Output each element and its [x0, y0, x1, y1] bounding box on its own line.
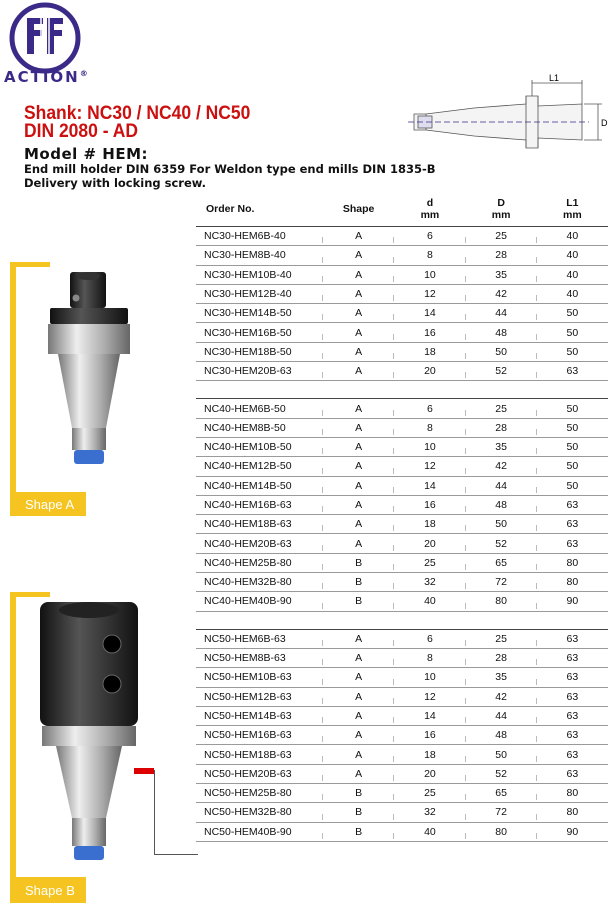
table-row [196, 726, 608, 745]
shape-cell: B [323, 592, 394, 611]
shank-heading: Shank: NC30 / NC40 / NC50 [24, 103, 251, 124]
shape-cell: A [323, 437, 394, 456]
d-cell: 16 [394, 726, 465, 745]
L1-cell: 63 [537, 706, 608, 725]
order-no-cell: NC50-HEM8B-63 [196, 648, 323, 667]
D-cell: 25 [466, 399, 537, 418]
D-cell: 35 [466, 265, 537, 284]
order-no-cell: NC40-HEM40B-90 [196, 592, 323, 611]
L1-cell: 80 [537, 803, 608, 822]
shape-cell: A [323, 648, 394, 667]
table-row [196, 784, 608, 803]
l1-dimension-label: L1 [549, 74, 560, 83]
order-no-cell: NC50-HEM25B-80 [196, 784, 323, 803]
shape-cell: A [323, 668, 394, 687]
shape-cell: A [323, 706, 394, 725]
order-no-cell: NC50-HEM16B-63 [196, 726, 323, 745]
callout-line [154, 770, 155, 854]
table-header-row [196, 192, 608, 227]
d-cell: 20 [394, 764, 465, 783]
d-cell: 12 [394, 457, 465, 476]
order-no-cell: NC30-HEM14B-50 [196, 304, 323, 323]
table-row [196, 246, 608, 265]
order-no-cell: NC40-HEM18B-63 [196, 515, 323, 534]
shape-b-label: Shape B [25, 883, 75, 898]
table-row [196, 592, 608, 611]
shape-a-frame-top [10, 262, 50, 267]
D-cell: 42 [466, 687, 537, 706]
L1-cell: 50 [537, 437, 608, 456]
table-row [196, 687, 608, 706]
L1-cell: 50 [537, 476, 608, 495]
D-cell: 80 [466, 592, 537, 611]
D-cell: 50 [466, 745, 537, 764]
description-line-2: Delivery with locking screw. [24, 176, 207, 190]
col-header-d: d mm [394, 192, 465, 227]
D-cell: 44 [466, 304, 537, 323]
group-separator [196, 611, 608, 629]
order-no-cell: NC40-HEM10B-50 [196, 437, 323, 456]
table-row [196, 573, 608, 592]
technical-drawing [404, 74, 612, 164]
shape-cell: A [323, 362, 394, 381]
order-no-cell: NC50-HEM32B-80 [196, 803, 323, 822]
model-heading: Model # HEM: [24, 145, 149, 163]
L1-cell: 40 [537, 265, 608, 284]
d-cell: 25 [394, 553, 465, 572]
D-cell: 52 [466, 534, 537, 553]
d-cell: 14 [394, 304, 465, 323]
D-cell: 48 [466, 726, 537, 745]
d-cell: 16 [394, 495, 465, 514]
shape-cell: A [323, 265, 394, 284]
order-no-cell: NC50-HEM10B-63 [196, 668, 323, 687]
d-dimension-label: D [601, 118, 608, 128]
D-cell: 28 [466, 648, 537, 667]
order-no-cell: NC30-HEM20B-63 [196, 362, 323, 381]
d-cell: 18 [394, 745, 465, 764]
D-cell: 28 [466, 246, 537, 265]
table-row [196, 629, 608, 648]
table-row [196, 457, 608, 476]
D-cell: 65 [466, 553, 537, 572]
order-no-cell: NC30-HEM6B-40 [196, 227, 323, 246]
callout-line-horizontal [154, 854, 198, 855]
d-cell: 10 [394, 437, 465, 456]
col-header-L1: L1 mm [537, 192, 608, 227]
d-cell: 18 [394, 342, 465, 361]
order-table [196, 192, 608, 842]
D-cell: 28 [466, 418, 537, 437]
order-no-cell: NC30-HEM16B-50 [196, 323, 323, 342]
D-cell: 52 [466, 362, 537, 381]
order-no-cell: NC50-HEM20B-63 [196, 764, 323, 783]
d-cell: 6 [394, 399, 465, 418]
L1-cell: 63 [537, 726, 608, 745]
col-header-D: D mm [466, 192, 537, 227]
D-cell: 44 [466, 476, 537, 495]
table-row [196, 764, 608, 783]
table-row [196, 668, 608, 687]
shape-cell: B [323, 803, 394, 822]
d-cell: 6 [394, 629, 465, 648]
d-cell: 8 [394, 418, 465, 437]
table-row [196, 418, 608, 437]
L1-cell: 90 [537, 822, 608, 841]
D-cell: 35 [466, 668, 537, 687]
table-row [196, 227, 608, 246]
table-row [196, 342, 608, 361]
d-cell: 14 [394, 706, 465, 725]
D-cell: 72 [466, 573, 537, 592]
table-row [196, 284, 608, 303]
L1-cell: 40 [537, 227, 608, 246]
order-no-cell: NC40-HEM25B-80 [196, 553, 323, 572]
L1-cell: 80 [537, 553, 608, 572]
L1-cell: 50 [537, 457, 608, 476]
table-row [196, 399, 608, 418]
D-cell: 50 [466, 515, 537, 534]
L1-cell: 63 [537, 629, 608, 648]
D-cell: 80 [466, 822, 537, 841]
shape-cell: A [323, 745, 394, 764]
D-cell: 65 [466, 784, 537, 803]
d-cell: 25 [394, 784, 465, 803]
table-row [196, 534, 608, 553]
L1-cell: 90 [537, 592, 608, 611]
table-row [196, 437, 608, 456]
d-cell: 18 [394, 515, 465, 534]
d-cell: 8 [394, 246, 465, 265]
order-no-cell: NC50-HEM40B-90 [196, 822, 323, 841]
table-row [196, 803, 608, 822]
shape-cell: A [323, 227, 394, 246]
L1-cell: 50 [537, 418, 608, 437]
D-cell: 42 [466, 457, 537, 476]
shape-cell: B [323, 784, 394, 803]
L1-cell: 40 [537, 284, 608, 303]
d-cell: 32 [394, 573, 465, 592]
order-no-cell: NC50-HEM18B-63 [196, 745, 323, 764]
shape-cell: B [323, 573, 394, 592]
shape-cell: A [323, 342, 394, 361]
order-no-cell: NC40-HEM20B-63 [196, 534, 323, 553]
shape-cell: A [323, 764, 394, 783]
shape-cell: A [323, 246, 394, 265]
shape-cell: A [323, 284, 394, 303]
table-row [196, 822, 608, 841]
L1-cell: 40 [537, 246, 608, 265]
table-row [196, 323, 608, 342]
L1-cell: 63 [537, 362, 608, 381]
shape-cell: A [323, 418, 394, 437]
table-row [196, 265, 608, 284]
order-no-cell: NC40-HEM14B-50 [196, 476, 323, 495]
col-header-order-no: Order No. [196, 192, 323, 227]
order-no-cell: NC50-HEM6B-63 [196, 629, 323, 648]
d-cell: 12 [394, 284, 465, 303]
order-no-cell: NC30-HEM12B-40 [196, 284, 323, 303]
order-no-cell: NC50-HEM14B-63 [196, 706, 323, 725]
L1-cell: 63 [537, 495, 608, 514]
L1-cell: 63 [537, 534, 608, 553]
D-cell: 25 [466, 629, 537, 648]
order-no-cell: NC40-HEM16B-63 [196, 495, 323, 514]
shape-cell: A [323, 515, 394, 534]
group-separator [196, 381, 608, 399]
d-cell: 14 [394, 476, 465, 495]
d-cell: 16 [394, 323, 465, 342]
D-cell: 35 [466, 437, 537, 456]
d-cell: 20 [394, 362, 465, 381]
D-cell: 44 [466, 706, 537, 725]
shape-cell: A [323, 495, 394, 514]
table-row [196, 304, 608, 323]
callout-marker [134, 768, 154, 774]
shape-b-tool-image [34, 598, 144, 870]
d-cell: 8 [394, 648, 465, 667]
L1-cell: 50 [537, 342, 608, 361]
shape-a-label: Shape A [25, 497, 75, 512]
L1-cell: 63 [537, 648, 608, 667]
L1-cell: 50 [537, 304, 608, 323]
table-row [196, 706, 608, 725]
L1-cell: 63 [537, 687, 608, 706]
table-row [196, 745, 608, 764]
d-cell: 12 [394, 687, 465, 706]
L1-cell: 50 [537, 323, 608, 342]
D-cell: 42 [466, 284, 537, 303]
shape-cell: A [323, 534, 394, 553]
shape-a-frame [10, 262, 16, 492]
table-row [196, 515, 608, 534]
D-cell: 72 [466, 803, 537, 822]
table-row [196, 553, 608, 572]
L1-cell: 63 [537, 745, 608, 764]
d-cell: 10 [394, 265, 465, 284]
table-row [196, 495, 608, 514]
order-no-cell: NC40-HEM12B-50 [196, 457, 323, 476]
table-row [196, 362, 608, 381]
shape-cell: A [323, 323, 394, 342]
brand-name: ACTION® [4, 68, 88, 86]
shape-a-tool-image [44, 268, 134, 488]
shape-b-frame [10, 592, 16, 877]
shape-cell: A [323, 457, 394, 476]
d-cell: 20 [394, 534, 465, 553]
d-cell: 40 [394, 592, 465, 611]
D-cell: 50 [466, 342, 537, 361]
table-row [196, 648, 608, 667]
L1-cell: 80 [537, 573, 608, 592]
shape-cell: B [323, 822, 394, 841]
d-cell: 6 [394, 227, 465, 246]
shape-cell: B [323, 553, 394, 572]
L1-cell: 80 [537, 784, 608, 803]
d-cell: 32 [394, 803, 465, 822]
d-cell: 10 [394, 668, 465, 687]
order-no-cell: NC30-HEM18B-50 [196, 342, 323, 361]
shape-cell: A [323, 726, 394, 745]
shape-cell: A [323, 687, 394, 706]
order-no-cell: NC30-HEM10B-40 [196, 265, 323, 284]
table-row [196, 476, 608, 495]
shape-cell: A [323, 399, 394, 418]
L1-cell: 63 [537, 668, 608, 687]
L1-cell: 63 [537, 515, 608, 534]
D-cell: 25 [466, 227, 537, 246]
d-cell: 40 [394, 822, 465, 841]
order-no-cell: NC40-HEM32B-80 [196, 573, 323, 592]
order-no-cell: NC40-HEM8B-50 [196, 418, 323, 437]
description-line-1: End mill holder DIN 6359 For Weldon type end mills DIN 1835-B [24, 162, 436, 176]
D-cell: 48 [466, 323, 537, 342]
order-no-cell: NC40-HEM6B-50 [196, 399, 323, 418]
shape-cell: A [323, 304, 394, 323]
L1-cell: 50 [537, 399, 608, 418]
D-cell: 48 [466, 495, 537, 514]
order-no-cell: NC50-HEM12B-63 [196, 687, 323, 706]
order-no-cell: NC30-HEM8B-40 [196, 246, 323, 265]
col-header-shape: Shape [323, 192, 394, 227]
shape-cell: A [323, 629, 394, 648]
din-heading: DIN 2080 - AD [24, 121, 138, 142]
shape-b-frame-top [10, 592, 50, 597]
D-cell: 52 [466, 764, 537, 783]
shape-cell: A [323, 476, 394, 495]
L1-cell: 63 [537, 764, 608, 783]
